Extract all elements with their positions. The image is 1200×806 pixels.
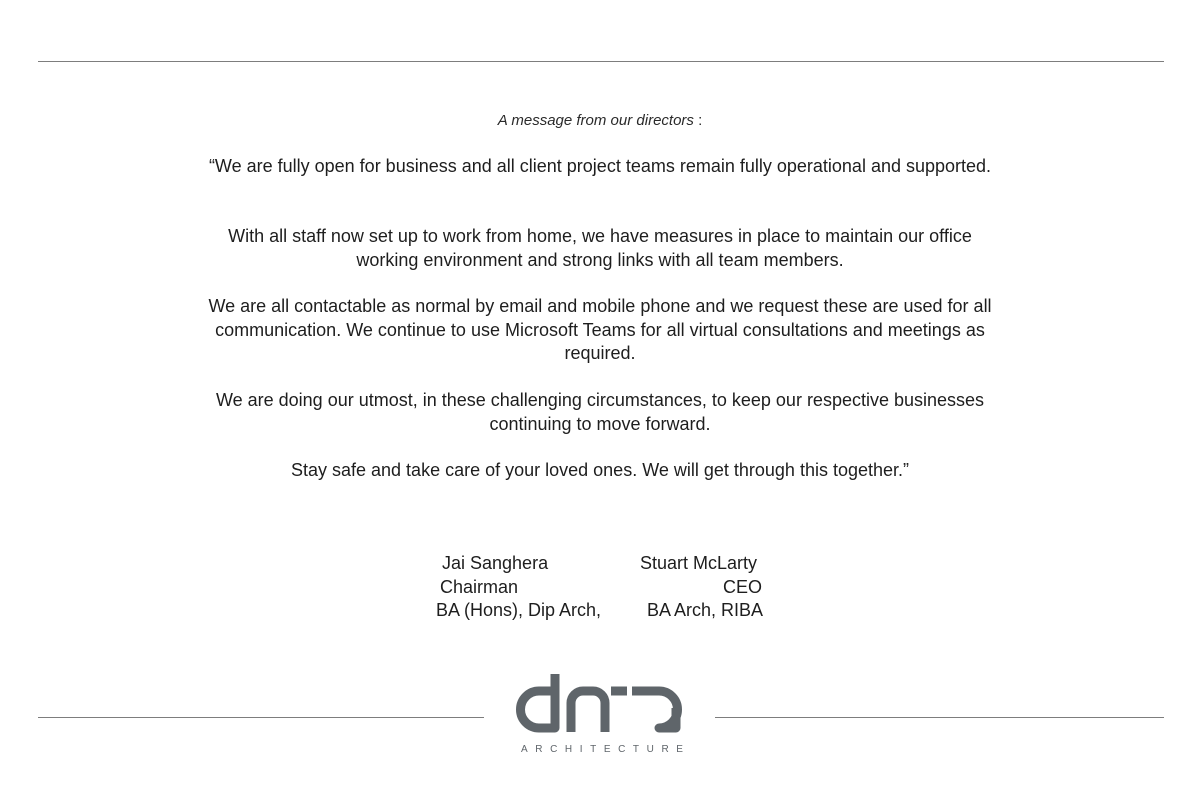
message-paragraph-2: With all staff now set up to work from home, we have measures in place to maintain our office working environment and strong links with all team members.: [228, 226, 972, 270]
logo-subtitle: ARCHITECTURE: [521, 744, 691, 755]
bottom-divider-left: [38, 717, 484, 718]
intro-colon: :: [693, 112, 703, 129]
signatory-name: Jai Sanghera: [442, 553, 549, 573]
signatory-ceo: [640, 552, 766, 623]
bottom-divider-right: [715, 717, 1164, 718]
top-divider: [38, 61, 1164, 62]
intro-label: A message from our directors: [497, 112, 694, 129]
message-paragraph-4: We are doing our utmost, in these challenging circumstances, to keep our respective businesses continuing to move forward.: [215, 390, 985, 434]
message-paragraph-3: We are all contactable as normal by email and mobile phone and we request these are used for all communication. We continue to use Microsoft Teams for all virtual consultations and meetings as required.: [208, 296, 992, 363]
intro-line: [0, 111, 1200, 131]
message-paragraph-1: “We are fully open for business and all client project teams remain fully operational and supported.: [208, 156, 992, 176]
signatory-role: CEO: [722, 576, 762, 597]
signatory-role: Chairman: [440, 576, 519, 597]
dna-wordmark-icon: [515, 672, 690, 742]
signatory-name: Stuart McLarty: [640, 553, 758, 573]
signatory-credentials: BA (Hons), Dip Arch,: [436, 600, 602, 620]
signatory-chairman: [436, 552, 601, 623]
message-paragraph-5: Stay safe and take care of your loved ones. We will get through this together.”: [290, 460, 910, 480]
signatory-credentials: BA Arch, RIBA: [647, 600, 764, 620]
